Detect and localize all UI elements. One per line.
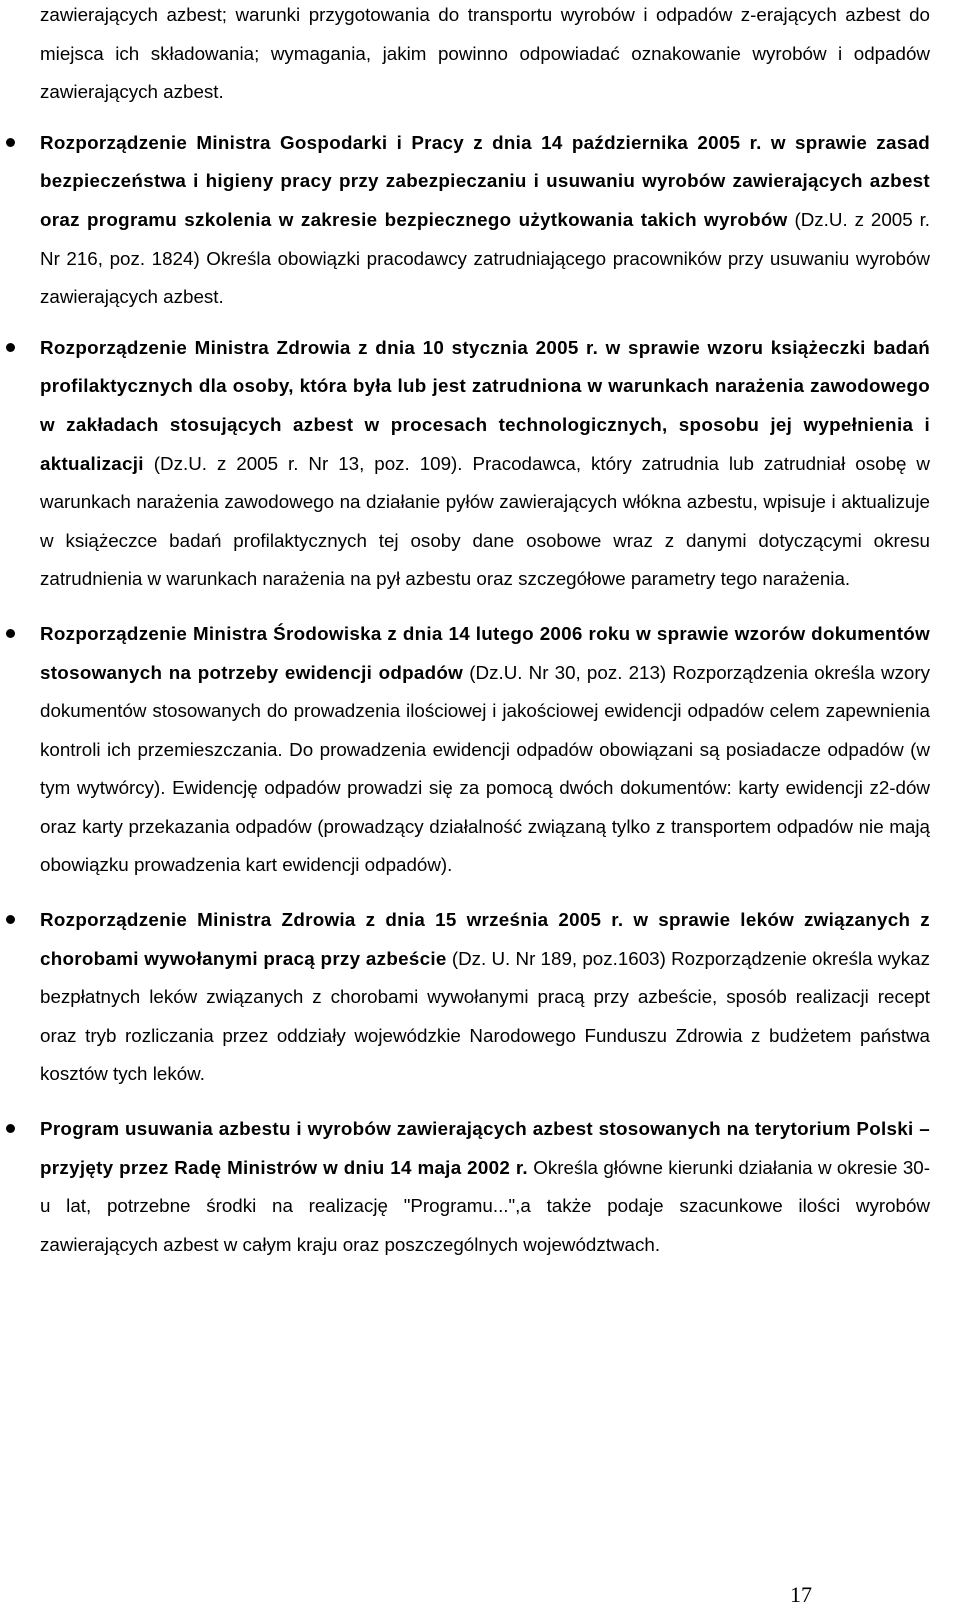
item-title: Program usuwania azbestu i wyrobów zawierających azbest stosowanych na terytorium Polski – przyjęty przez Radę Ministrów w dniu 14 maja 2002 r.	[40, 1118, 930, 1178]
item-paragraph	[40, 124, 930, 317]
item-body: (Dz.U. Nr 30, poz. 213) Rozporządzenia określa wzory dokumentów stosowanych do prowadzenia ilościowej i jakościowej ewidencji odpadów celem zapewnienia kontroli ich przemieszczania. Do prowadzenia ewidencji odpadów obowiązani są posiadacze odpadów (w tym wytwórcy). Ewidencję odpadów prowadzi się za pomocą dwóch dokumentów: karty ewidencji z2-dów oraz karty przekazania odpadów (prowadzący działalność związaną tylko z transportem odpadów nie mają obowiązku prowadzenia kart ewidencji odpadów).	[40, 661, 931, 876]
list-item	[40, 901, 930, 1094]
list-item	[40, 615, 930, 885]
item-paragraph	[40, 329, 930, 599]
page-number: 17	[790, 1582, 812, 1607]
item-title: Rozporządzenie Ministra Zdrowia z dnia 10 stycznia 2005 r. w sprawie wzoru książeczki badań profilaktycznych dla osoby, która była lub jest zatrudniona w warunkach narażenia zawodowego w zakładach stosujących azbest w procesach technologicznych, sposobu jej wypełnienia i aktualizacji	[40, 336, 930, 474]
bullet-icon	[6, 629, 15, 638]
item-title: Rozporządzenie Ministra Gospodarki i Pracy z dnia 14 października 2005 r. w sprawie zasad bezpieczeństwa i higieny pracy przy zabezpieczaniu i usuwaniu wyrobów zawierających azbest oraz programu szkolenia w zakresie bezpiecznego użytkowania takich wyrobów	[40, 131, 930, 230]
bullet-icon	[6, 1124, 15, 1133]
intro-paragraph: zawierających azbest; warunki przygotowania do transportu wyrobów i odpadów z-erających azbest do miejsca ich składowania; wymagania, jakim powinno odpowiadać oznakowanie wyrobów i odpadów zawierających azbest.	[40, 4, 930, 103]
item-body: Określa główne kierunki działania w okresie 30-u lat, potrzebne środki na realizację "Programu...",a także podaje szacunkowe ilości wyrobów zawierających azbest w całym kraju oraz poszczególnych województwach.	[40, 1156, 930, 1255]
list-item	[40, 124, 930, 317]
bullet-icon	[6, 138, 15, 147]
item-body: (Dz. U. Nr 189, poz.1603) Rozporządzenie określa wykaz bezpłatnych leków związanych z chorobami wywołanymi pracą przy azbeście, sposób realizacji recept oraz tryb rozliczania przez oddziały wojewódzkie Narodowego Funduszu Zdrowia z budżetem państwa kosztów tych leków.	[40, 947, 930, 1085]
bullet-icon	[6, 915, 15, 924]
list-item	[40, 329, 930, 599]
item-title: Rozporządzenie Ministra Środowiska z dnia 14 lutego 2006 roku w sprawie wzorów dokumentów stosowanych na potrzeby ewidencji odpadów	[40, 622, 930, 683]
bullet-icon	[6, 343, 15, 352]
item-body: (Dz.U. z 2005 r. Nr 216, poz. 1824) Określa obowiązki pracodawcy zatrudniającego pracowników przy usuwaniu wyrobów zawierających azbest.	[40, 208, 931, 308]
list-item	[40, 1110, 930, 1264]
item-paragraph	[40, 615, 930, 885]
item-body: (Dz.U. z 2005 r. Nr 13, poz. 109). Pracodawca, który zatrudnia lub zatrudniał osobę w warunkach narażenia zawodowego na działanie pyłów zawierających włókna azbestu, wpisuje i aktualizuje w książeczce badań profilaktycznych tej osoby dane osobowe wraz z danymi dotyczącymi okresu zatrudnienia w warunkach narażenia na pył azbestu oraz szczegółowe parametry tego narażenia.	[40, 452, 930, 590]
document-page	[40, 0, 930, 1264]
item-title: Rozporządzenie Ministra Zdrowia z dnia 15 września 2005 r. w sprawie leków związanych z chorobami wywołanymi pracą przy azbeście	[40, 909, 930, 969]
item-paragraph	[40, 1110, 930, 1264]
item-paragraph	[40, 901, 930, 1094]
